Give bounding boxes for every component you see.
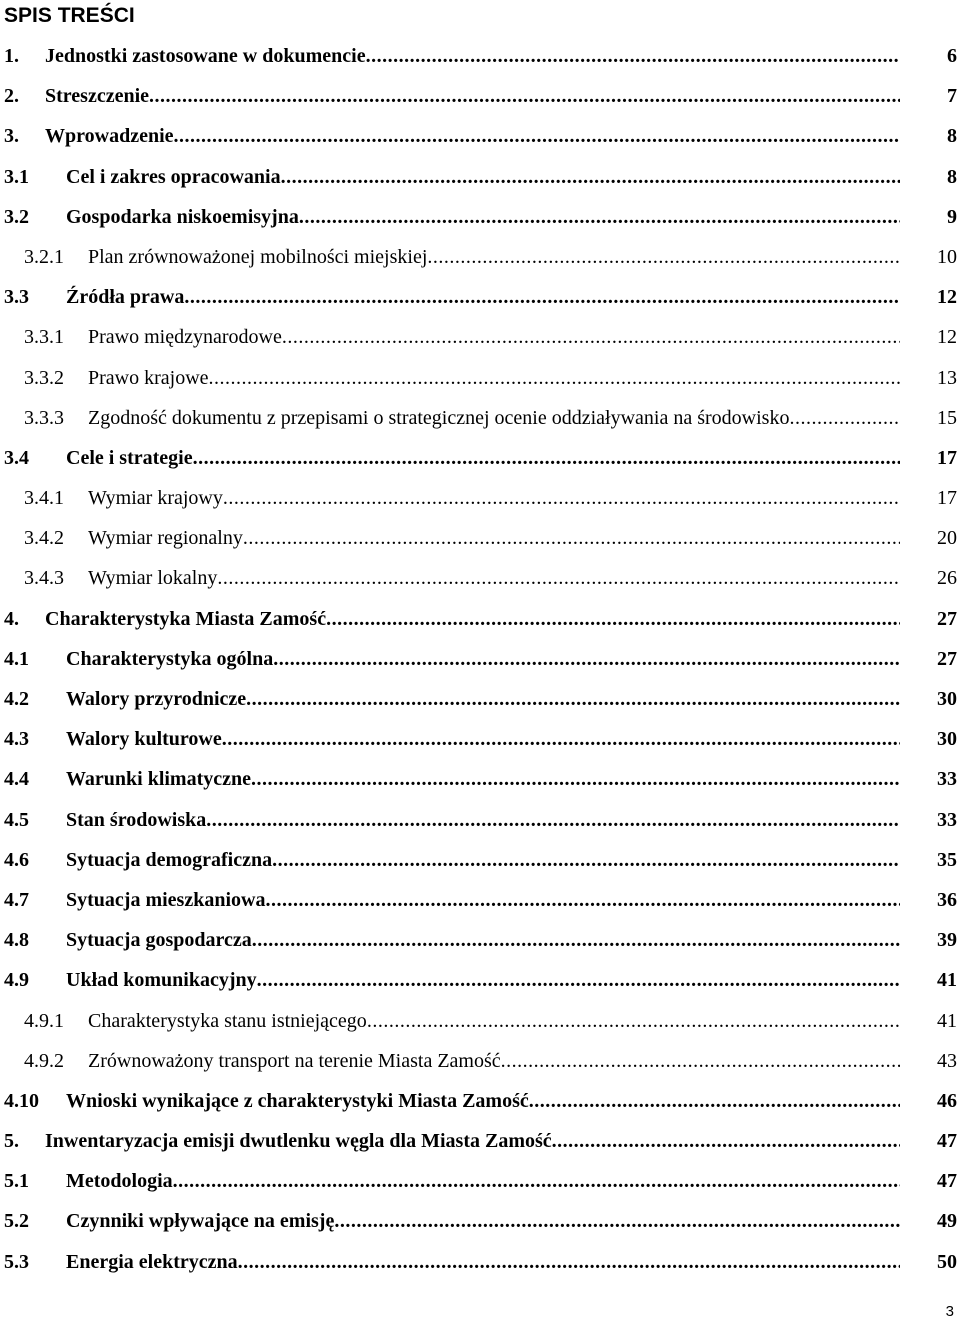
toc-entry-number: 4.9 <box>4 969 29 992</box>
toc-entry[interactable] <box>0 35 960 75</box>
toc-entry-number: 4.9.1 <box>24 1009 64 1032</box>
toc-entry-title: Źródła prawa <box>66 286 185 309</box>
toc-entry-title: Warunki klimatyczne <box>66 768 252 791</box>
toc-entry[interactable] <box>0 758 960 798</box>
toc-entry-title: Sytuacja gospodarcza <box>66 929 252 952</box>
toc-entry-title: Energia elektryczna <box>66 1250 238 1273</box>
toc-entry[interactable] <box>0 598 960 638</box>
toc-entry-number: 5.3 <box>4 1250 29 1273</box>
toc-heading: SPIS TREŚCI <box>4 4 135 27</box>
toc-entry-title: Walory kulturowe <box>66 728 222 751</box>
toc-entry-title: Sytuacja mieszkaniowa <box>66 888 266 911</box>
toc-entry-number: 4.6 <box>4 848 29 871</box>
toc-entry-number: 3.2.1 <box>24 245 64 268</box>
toc-entry-title: Zgodność dokumentu z przepisami o strategicznej ocenie oddziaływania na środowisko <box>88 406 790 429</box>
toc-entry-title: Charakterystyka Miasta Zamość <box>45 607 327 630</box>
toc-entry-title: Streszczenie <box>45 85 150 108</box>
toc-entry[interactable] <box>0 156 960 196</box>
toc-entry-leader-dots <box>184 285 900 309</box>
toc-entry-title-wrap <box>66 446 900 470</box>
toc-entry-number: 3.2 <box>4 205 29 228</box>
toc-entry-leader-dots <box>334 1209 900 1233</box>
toc-entry-title: Cel i zakres opracowania <box>66 165 281 188</box>
toc-entry-title-wrap <box>66 687 900 711</box>
toc-entry-title: Plan zrównoważonej mobilności miejskiej <box>88 245 428 268</box>
toc-entry-number: 3.4.3 <box>24 567 64 590</box>
toc-entry-leader-dots <box>281 165 900 189</box>
toc-entry-title-wrap <box>88 1009 900 1033</box>
toc-entry-title-wrap <box>45 1129 900 1153</box>
toc-entry-page: 33 <box>937 768 957 791</box>
toc-entry-page: 35 <box>937 848 957 871</box>
toc-entry-page: 50 <box>937 1250 957 1273</box>
toc-entry-page: 33 <box>937 808 957 831</box>
toc-entry[interactable] <box>0 1160 960 1200</box>
toc-entry-title: Wymiar krajowy <box>88 487 223 510</box>
toc-entry-title: Wymiar lokalny <box>88 567 218 590</box>
toc-entry-number: 4.8 <box>4 929 29 952</box>
toc-entry-number: 5. <box>4 1130 19 1153</box>
toc-entry-leader-dots <box>299 205 900 229</box>
toc-entry-title-wrap <box>66 285 900 309</box>
toc-entry-title-wrap <box>66 727 900 751</box>
toc-entry-leader-dots <box>193 446 900 470</box>
toc-entry-title-wrap <box>66 848 900 872</box>
toc-entry-page: 46 <box>937 1089 957 1112</box>
toc-entry[interactable] <box>0 839 960 879</box>
toc-entry-title-wrap <box>88 366 900 390</box>
toc-entry-title-wrap <box>66 205 900 229</box>
toc-entry[interactable] <box>0 799 960 839</box>
toc-entry-page: 39 <box>937 929 957 952</box>
toc-entry-page: 27 <box>937 607 957 630</box>
toc-entry-title-wrap <box>45 84 900 108</box>
toc-entry-leader-dots <box>238 1250 900 1274</box>
toc-entry[interactable] <box>0 196 960 236</box>
toc-entry-page: 13 <box>937 366 957 389</box>
toc-entry[interactable] <box>0 115 960 155</box>
toc-entry-title-wrap <box>88 1049 900 1073</box>
toc-entry-page: 17 <box>937 487 957 510</box>
toc-entry[interactable] <box>0 1200 960 1240</box>
toc-entry-leader-dots <box>273 647 900 671</box>
toc-entry[interactable] <box>0 678 960 718</box>
toc-entry-page: 20 <box>937 527 957 550</box>
toc-entry-page: 12 <box>937 326 957 349</box>
toc-entry-title-wrap <box>66 165 900 189</box>
toc-entry-page: 6 <box>947 45 957 67</box>
toc-entry-number: 3.1 <box>4 165 29 188</box>
toc-entry-page: 12 <box>937 286 957 309</box>
toc-entry-title: Cele i strategie <box>66 446 193 469</box>
toc-entry-title-wrap <box>66 888 900 912</box>
toc-entry-title: Prawo międzynarodowe <box>88 326 282 349</box>
toc-entry-page: 15 <box>937 406 957 429</box>
toc-entry-number: 4.3 <box>4 728 29 751</box>
toc-entry[interactable] <box>0 557 960 597</box>
toc-entry[interactable] <box>0 959 960 999</box>
toc-entry-number: 4.2 <box>4 688 29 710</box>
toc-entry-title: Charakterystyka stanu istniejącego <box>88 1009 367 1032</box>
toc-entry-number: 3.4.1 <box>24 487 64 510</box>
toc-entry-title-wrap <box>45 44 900 68</box>
toc-entry[interactable] <box>0 919 960 959</box>
toc-entry-number: 1. <box>4 45 19 67</box>
toc-entry-number: 4.9.2 <box>24 1049 64 1072</box>
toc-entry-title-wrap <box>66 1089 900 1113</box>
toc-entry[interactable] <box>0 1040 960 1080</box>
toc-entry-number: 4.10 <box>4 1089 39 1112</box>
toc-entry-title: Wnioski wynikające z charakterystyki Miasta Zamość <box>66 1089 529 1112</box>
toc-entry-title: Gospodarka niskoemisyjna <box>66 205 299 228</box>
toc-entry-leader-dots <box>206 808 900 832</box>
toc-entry[interactable] <box>0 477 960 517</box>
toc-entry-page: 49 <box>937 1210 957 1233</box>
toc-entry-number: 4.1 <box>4 647 29 670</box>
toc-entry-leader-dots <box>252 928 900 952</box>
toc-entry-leader-dots <box>257 968 900 992</box>
toc-entry-number: 3.4.2 <box>24 527 64 550</box>
toc-entry-number: 5.1 <box>4 1170 29 1193</box>
toc-entry-title-wrap <box>45 607 900 631</box>
toc-entry[interactable] <box>0 437 960 477</box>
toc-entry[interactable] <box>0 75 960 115</box>
toc-entry-leader-dots <box>223 486 900 510</box>
toc-entry-number: 3. <box>4 125 19 148</box>
toc-entry-leader-dots <box>789 406 900 430</box>
toc-entry-page: 17 <box>937 446 957 469</box>
toc-entry[interactable] <box>0 1000 960 1040</box>
toc-entry-leader-dots <box>246 687 900 711</box>
toc-entry-page: 8 <box>947 125 957 148</box>
toc-entry-page: 27 <box>937 647 957 670</box>
toc-entry[interactable] <box>0 1120 960 1160</box>
toc-entry-title: Wprowadzenie <box>45 125 174 148</box>
toc-entry-page: 9 <box>947 205 957 228</box>
toc-entry-leader-dots <box>217 566 900 590</box>
toc-entry-leader-dots <box>529 1089 900 1113</box>
toc-entry-leader-dots <box>222 727 900 751</box>
toc-entry-page: 41 <box>937 969 957 992</box>
toc-entry-leader-dots <box>173 1169 900 1193</box>
toc-entry-page: 10 <box>937 245 957 268</box>
toc-entry-leader-dots <box>272 848 900 872</box>
toc-entry-number: 2. <box>4 85 19 108</box>
toc-entry-leader-dots <box>501 1049 900 1073</box>
toc-entry-number: 3.3.2 <box>24 366 64 389</box>
toc-entry-title-wrap <box>66 928 900 952</box>
toc-entry-number: 3.3 <box>4 286 29 309</box>
table-of-contents <box>0 35 960 1281</box>
toc-entry-title-wrap <box>66 1209 900 1233</box>
toc-entry-leader-dots <box>251 767 900 791</box>
toc-entry[interactable] <box>0 1241 960 1281</box>
toc-entry-title-wrap <box>88 526 900 550</box>
toc-entry-title-wrap <box>66 968 900 992</box>
toc-entry-leader-dots <box>174 124 900 148</box>
toc-entry-leader-dots <box>149 84 900 108</box>
toc-entry-page: 41 <box>937 1009 957 1032</box>
toc-entry-page: 26 <box>937 567 957 590</box>
toc-entry-title: Sytuacja demograficzna <box>66 848 273 871</box>
toc-entry-page: 47 <box>937 1170 957 1193</box>
toc-entry[interactable] <box>0 316 960 356</box>
toc-entry-title: Metodologia <box>66 1170 173 1193</box>
toc-entry-title: Zrównoważony transport na terenie Miasta Zamość <box>88 1049 501 1072</box>
toc-entry-page: 7 <box>947 85 957 108</box>
toc-entry[interactable] <box>0 638 960 678</box>
toc-entry-number: 4.7 <box>4 888 29 911</box>
toc-entry-title: Prawo krajowe <box>88 366 209 389</box>
toc-entry-title-wrap <box>66 1169 900 1193</box>
page-number: 3 <box>945 1303 954 1320</box>
toc-entry-page: 30 <box>937 688 957 710</box>
toc-entry-page: 36 <box>937 888 957 911</box>
toc-entry-number: 4. <box>4 607 19 630</box>
toc-entry-leader-dots <box>209 366 900 390</box>
toc-entry[interactable] <box>0 357 960 397</box>
toc-entry-title-wrap <box>88 566 900 590</box>
toc-entry-page: 30 <box>937 728 957 751</box>
toc-entry-page: 43 <box>937 1049 957 1072</box>
toc-entry-leader-dots <box>366 44 900 68</box>
toc-entry-title-wrap <box>88 406 900 430</box>
toc-entry-title: Stan środowiska <box>66 808 207 831</box>
toc-entry-title: Wymiar regionalny <box>88 527 243 550</box>
toc-entry-number: 3.3.3 <box>24 406 64 429</box>
toc-entry-title-wrap <box>66 1250 900 1274</box>
toc-entry-title-wrap <box>88 486 900 510</box>
toc-entry-number: 4.4 <box>4 768 29 791</box>
toc-entry-title: Inwentaryzacja emisji dwutlenku węgla dla Miasta Zamość <box>45 1130 552 1153</box>
toc-entry-title-wrap <box>66 808 900 832</box>
toc-entry-leader-dots <box>552 1129 900 1153</box>
toc-entry-number: 5.2 <box>4 1210 29 1233</box>
toc-entry-title: Układ komunikacyjny <box>66 969 257 992</box>
toc-entry-leader-dots <box>326 607 900 631</box>
toc-entry-page: 8 <box>947 165 957 188</box>
toc-entry-title-wrap <box>88 325 900 349</box>
toc-entry-title: Czynniki wpływające na emisję <box>66 1210 335 1233</box>
toc-entry-title-wrap <box>88 245 900 269</box>
toc-entry[interactable] <box>0 517 960 557</box>
toc-entry-title-wrap <box>66 767 900 791</box>
toc-entry-title-wrap <box>45 124 900 148</box>
toc-entry-title: Jednostki zastosowane w dokumencie <box>45 45 366 67</box>
toc-entry-title-wrap <box>66 647 900 671</box>
toc-entry[interactable] <box>0 276 960 316</box>
toc-entry[interactable] <box>0 879 960 919</box>
toc-entry-title: Walory przyrodnicze <box>66 688 247 710</box>
toc-entry-leader-dots <box>265 888 900 912</box>
toc-entry[interactable] <box>0 1080 960 1120</box>
toc-entry-number: 4.5 <box>4 808 29 831</box>
toc-entry[interactable] <box>0 236 960 276</box>
toc-entry-title: Charakterystyka ogólna <box>66 647 274 670</box>
toc-entry-page: 47 <box>937 1130 957 1153</box>
toc-entry[interactable] <box>0 397 960 437</box>
toc-entry-number: 3.4 <box>4 446 29 469</box>
toc-entry[interactable] <box>0 718 960 758</box>
toc-entry-leader-dots <box>282 325 900 349</box>
toc-entry-leader-dots <box>367 1009 900 1033</box>
toc-entry-number: 3.3.1 <box>24 326 64 349</box>
toc-entry-leader-dots <box>427 245 900 269</box>
toc-entry-leader-dots <box>243 526 900 550</box>
